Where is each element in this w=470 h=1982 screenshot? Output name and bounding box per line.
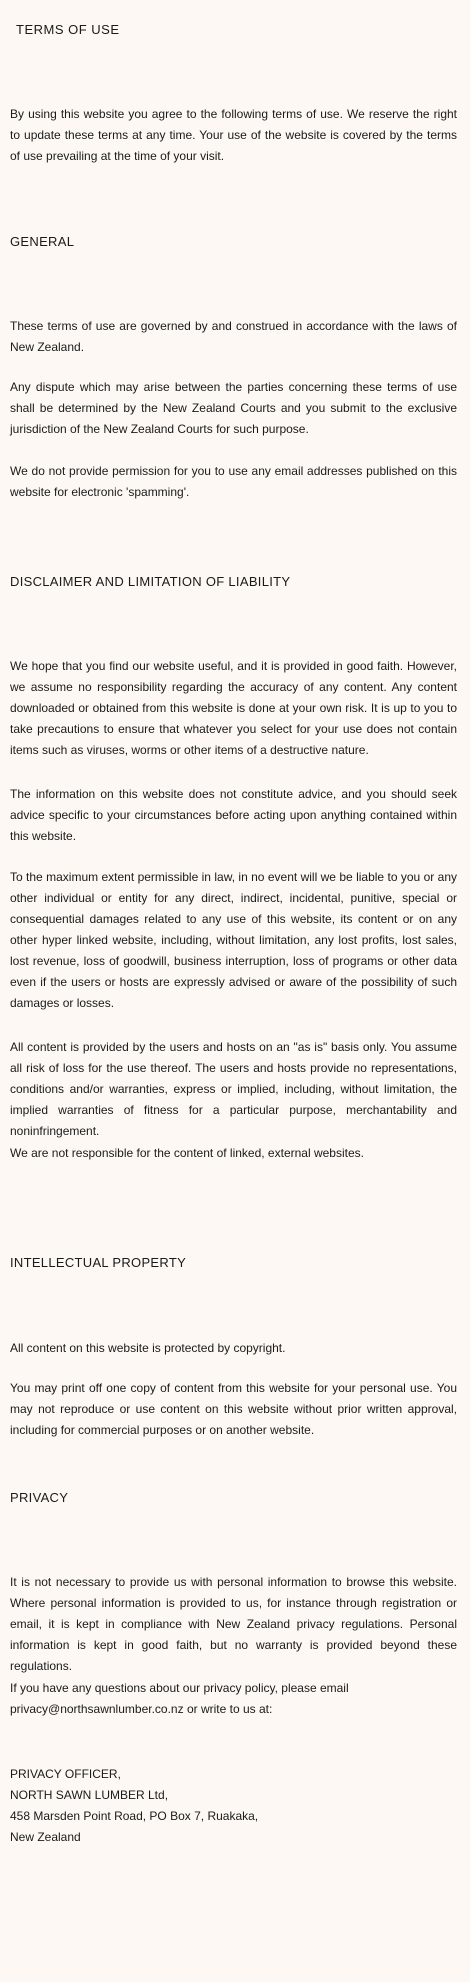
intro-paragraph: By using this website you agree to the following terms of use. We reserve the right to update these terms at any time. Your use of the website is covered by the terms of use prevailing at the time of your visit.	[10, 107, 457, 163]
address-line-2: NORTH SAWN LUMBER Ltd,	[10, 1788, 169, 1802]
disclaimer-paragraph-3: To the maximum extent permissible in law, in no event will we be liable to you or any other individual or entity for any direct, indirect, incidental, punitive, special or consequential damages related to any use of this website, its content or on any other hyper linked website, including, without limitation, any lost profits, lost sales, lost revenue, loss of goodwill, business interruption, loss of programs or other data even if the users or hosts are expressly advised or aware of the possibility of such damages or losses.	[10, 870, 457, 1010]
heading-disclaimer: DISCLAIMER AND LIMITATION OF LIABILITY	[10, 574, 291, 589]
disclaimer-paragraph-4: All content is provided by the users and hosts on an "as is" basis only. You assume all risk of loss for the use thereof. The users and hosts provide no representations, conditions and/or warranties, express or implied, including, without limitation, the implied warranties of fitness for a particular purpose, merchantability and noninfringement.	[10, 1040, 457, 1138]
general-paragraph-1: These terms of use are governed by and construed in accordance with the laws of New Zealand.	[10, 319, 457, 354]
privacy-write-text: or write to us at:	[186, 1702, 273, 1716]
address-line-3: 458 Marsden Point Road, PO Box 7, Ruakaka,	[10, 1809, 259, 1823]
privacy-contact-text: If you have any questions about our privacy policy, please email	[10, 1681, 349, 1695]
heading-intellectual-property: INTELLECTUAL PROPERTY	[10, 1255, 187, 1270]
general-paragraph-3: We do not provide permission for you to use any email addresses published on this website for electronic 'spamming'.	[10, 464, 457, 499]
privacy-paragraph-2	[10, 1678, 457, 1720]
disclaimer-paragraph-2: The information on this website does not constitute advice, and you should seek advice specific to your circumstances before acting upon anything contained within this website.	[10, 787, 457, 843]
ip-paragraph-2: You may print off one copy of content from this website for your personal use. You may not reproduce or use content on this website without prior written approval, including for commercial purposes or on another website.	[10, 1381, 457, 1437]
privacy-paragraph-1: It is not necessary to provide us with personal information to browse this website. Where personal information is provided to us, for instance through registration or email, it is kept in compliance with New Zealand privacy regulations. Personal information is kept in good faith, but no warranty is provided beyond these regulations.	[10, 1575, 457, 1673]
privacy-email-link[interactable]: privacy@northsawnlumber.co.nz	[10, 1702, 184, 1716]
heading-privacy: PRIVACY	[10, 1490, 69, 1505]
address-line-1: PRIVACY OFFICER,	[10, 1767, 121, 1781]
page-title: TERMS OF USE	[16, 22, 120, 37]
ip-paragraph-1: All content on this website is protected by copyright.	[10, 1341, 286, 1355]
address-line-4: New Zealand	[10, 1830, 81, 1844]
disclaimer-paragraph-1: We hope that you find our website useful, and it is provided in good faith. However, we assume no responsibility regarding the accuracy of any content. Any content downloaded or obtained from this website is done at your own risk. It is up to you to take precautions to ensure that whatever you select for your use does not contain items such as viruses, worms or other items of a destructive nature.	[10, 659, 457, 757]
heading-general: GENERAL	[10, 234, 75, 249]
general-paragraph-2: Any dispute which may arise between the parties concerning these terms of use shall be determined by the New Zealand Courts and you submit to the exclusive jurisdiction of the New Zealand Courts for such purpose.	[10, 380, 457, 436]
postal-address	[10, 1764, 457, 1848]
disclaimer-paragraph-5: We are not responsible for the content of linked, external websites.	[10, 1146, 364, 1160]
